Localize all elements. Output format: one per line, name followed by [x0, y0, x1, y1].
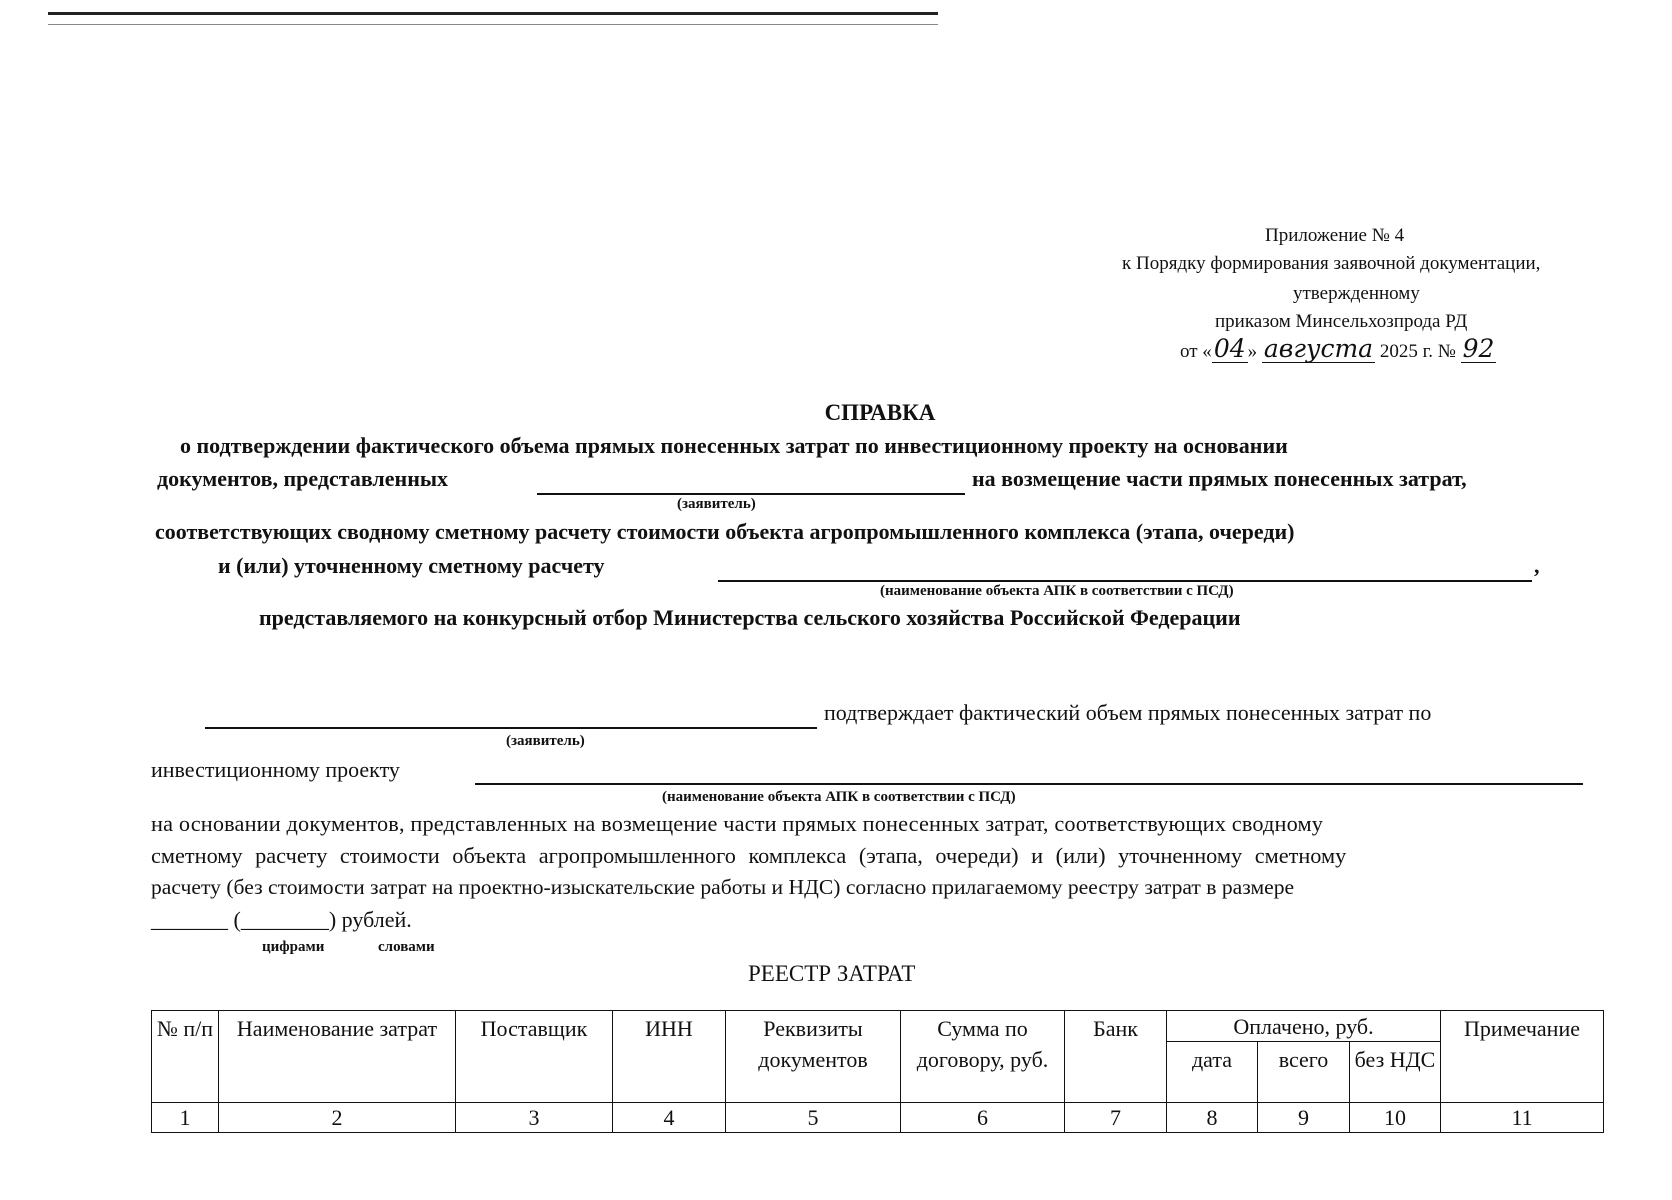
project-label: инвестиционному проекту [151, 757, 400, 782]
header-paid-total: всего [1258, 1042, 1350, 1103]
confirm-text: подтверждает фактический объем прямых понесенных затрат по [824, 700, 1432, 725]
col-number: 10 [1350, 1103, 1441, 1133]
header-note: Примечание [1441, 1011, 1604, 1103]
col-number: 2 [219, 1103, 456, 1133]
header-inn: ИНН [613, 1011, 726, 1103]
col-number: 8 [1167, 1103, 1258, 1133]
document-title: СПРАВКА [824, 400, 936, 425]
heading-line-4-comma: , [1534, 553, 1540, 578]
heading-line-2-right: на возмещение части прямых понесенных затрат, [972, 466, 1467, 491]
top-scan-line [48, 12, 938, 15]
date-number: 92 [1462, 334, 1495, 363]
col-number: 11 [1441, 1103, 1604, 1133]
para-line-1: на основании документов, представленных на возмещение части прямых понесенных затрат, соответствующих сводному [151, 811, 1324, 836]
caption-object-body: (наименование объекта АПК в соответствии с ПСД) [662, 789, 1016, 805]
col-number: 1 [152, 1103, 219, 1133]
col-number: 7 [1065, 1103, 1167, 1133]
amount-open: ( [233, 907, 241, 932]
approval-line-4: приказом Минсельхозпрода РД [1215, 311, 1468, 332]
header-paid: Оплачено, руб. [1167, 1011, 1441, 1042]
date-mid: » [1247, 341, 1258, 362]
col-number: 6 [901, 1103, 1065, 1133]
registry-table [151, 1010, 1604, 1133]
heading-line-3: соответствующих сводному сметному расчету стоимости объекта агропромышленного комплекса (этапа, очереди) [155, 519, 1295, 544]
object-blank-heading [718, 580, 1532, 582]
approval-line-2: к Порядку формирования заявочной документации, [1122, 253, 1541, 274]
col-number: 9 [1258, 1103, 1350, 1133]
amount-words-blank: ________ [240, 907, 329, 932]
caption-object-heading: (наименование объекта АПК в соответствии с ПСД) [880, 583, 1234, 599]
caption-words: словами [378, 939, 435, 955]
header-name: Наименование затрат [219, 1011, 456, 1103]
approval-line-1: Приложение № 4 [1265, 225, 1405, 246]
para-line-2: сметному расчету стоимости объекта агропромышленного комплекса (этапа, очереди) и (или) уточненному сметному [151, 843, 1347, 868]
date-prefix: от « [1180, 341, 1212, 362]
heading-line-2-left: документов, представленных [157, 466, 449, 491]
amount-close: ) рублей. [328, 907, 412, 932]
date-day: 04 [1213, 334, 1246, 363]
col-number: 5 [726, 1103, 901, 1133]
approval-date [1180, 336, 1496, 363]
caption-digits: цифрами [262, 939, 325, 955]
header-num: № п/п [152, 1011, 219, 1103]
header-requisites: Реквизиты документов [726, 1011, 901, 1103]
object-blank-body [475, 783, 1583, 785]
col-number: 3 [456, 1103, 613, 1133]
heading-line-4-left: и (или) уточненному сметному расчету [218, 553, 605, 578]
applicant-blank-body [205, 727, 817, 729]
approval-line-3: утвержденному [1293, 283, 1420, 304]
amount-digits-blank: _______ [151, 907, 228, 932]
para-line-3: расчету (без стоимости затрат на проектно-изыскательские работы и НДС) согласно прилагаемому реестру затрат в размере [151, 875, 1295, 899]
header-paid-date: дата [1167, 1042, 1258, 1103]
registry-header-row [152, 1011, 1604, 1042]
header-bank: Банк [1065, 1011, 1167, 1103]
header-paid-no-vat: без НДС [1350, 1042, 1441, 1103]
header-contract-sum: Сумма по договору, руб. [901, 1011, 1065, 1103]
caption-applicant-heading: (заявитель) [677, 496, 756, 512]
caption-applicant-body: (заявитель) [506, 733, 585, 749]
amount-line [151, 907, 412, 933]
header-supplier: Поставщик [456, 1011, 613, 1103]
col-number: 4 [613, 1103, 726, 1133]
registry-title: РЕЕСТР ЗАТРАТ [748, 961, 916, 986]
heading-line-1: о подтверждении фактического объема прямых понесенных затрат по инвестиционному проекту на основании [180, 433, 1288, 458]
date-year: 2025 г. № [1379, 341, 1456, 362]
heading-line-5: представляемого на конкурсный отбор Министерства сельского хозяйства Российской Федерации [259, 605, 1241, 630]
date-month: августа [1263, 334, 1374, 363]
registry-number-row [152, 1103, 1604, 1133]
applicant-blank [537, 493, 965, 495]
top-scan-line-thin [48, 24, 938, 25]
